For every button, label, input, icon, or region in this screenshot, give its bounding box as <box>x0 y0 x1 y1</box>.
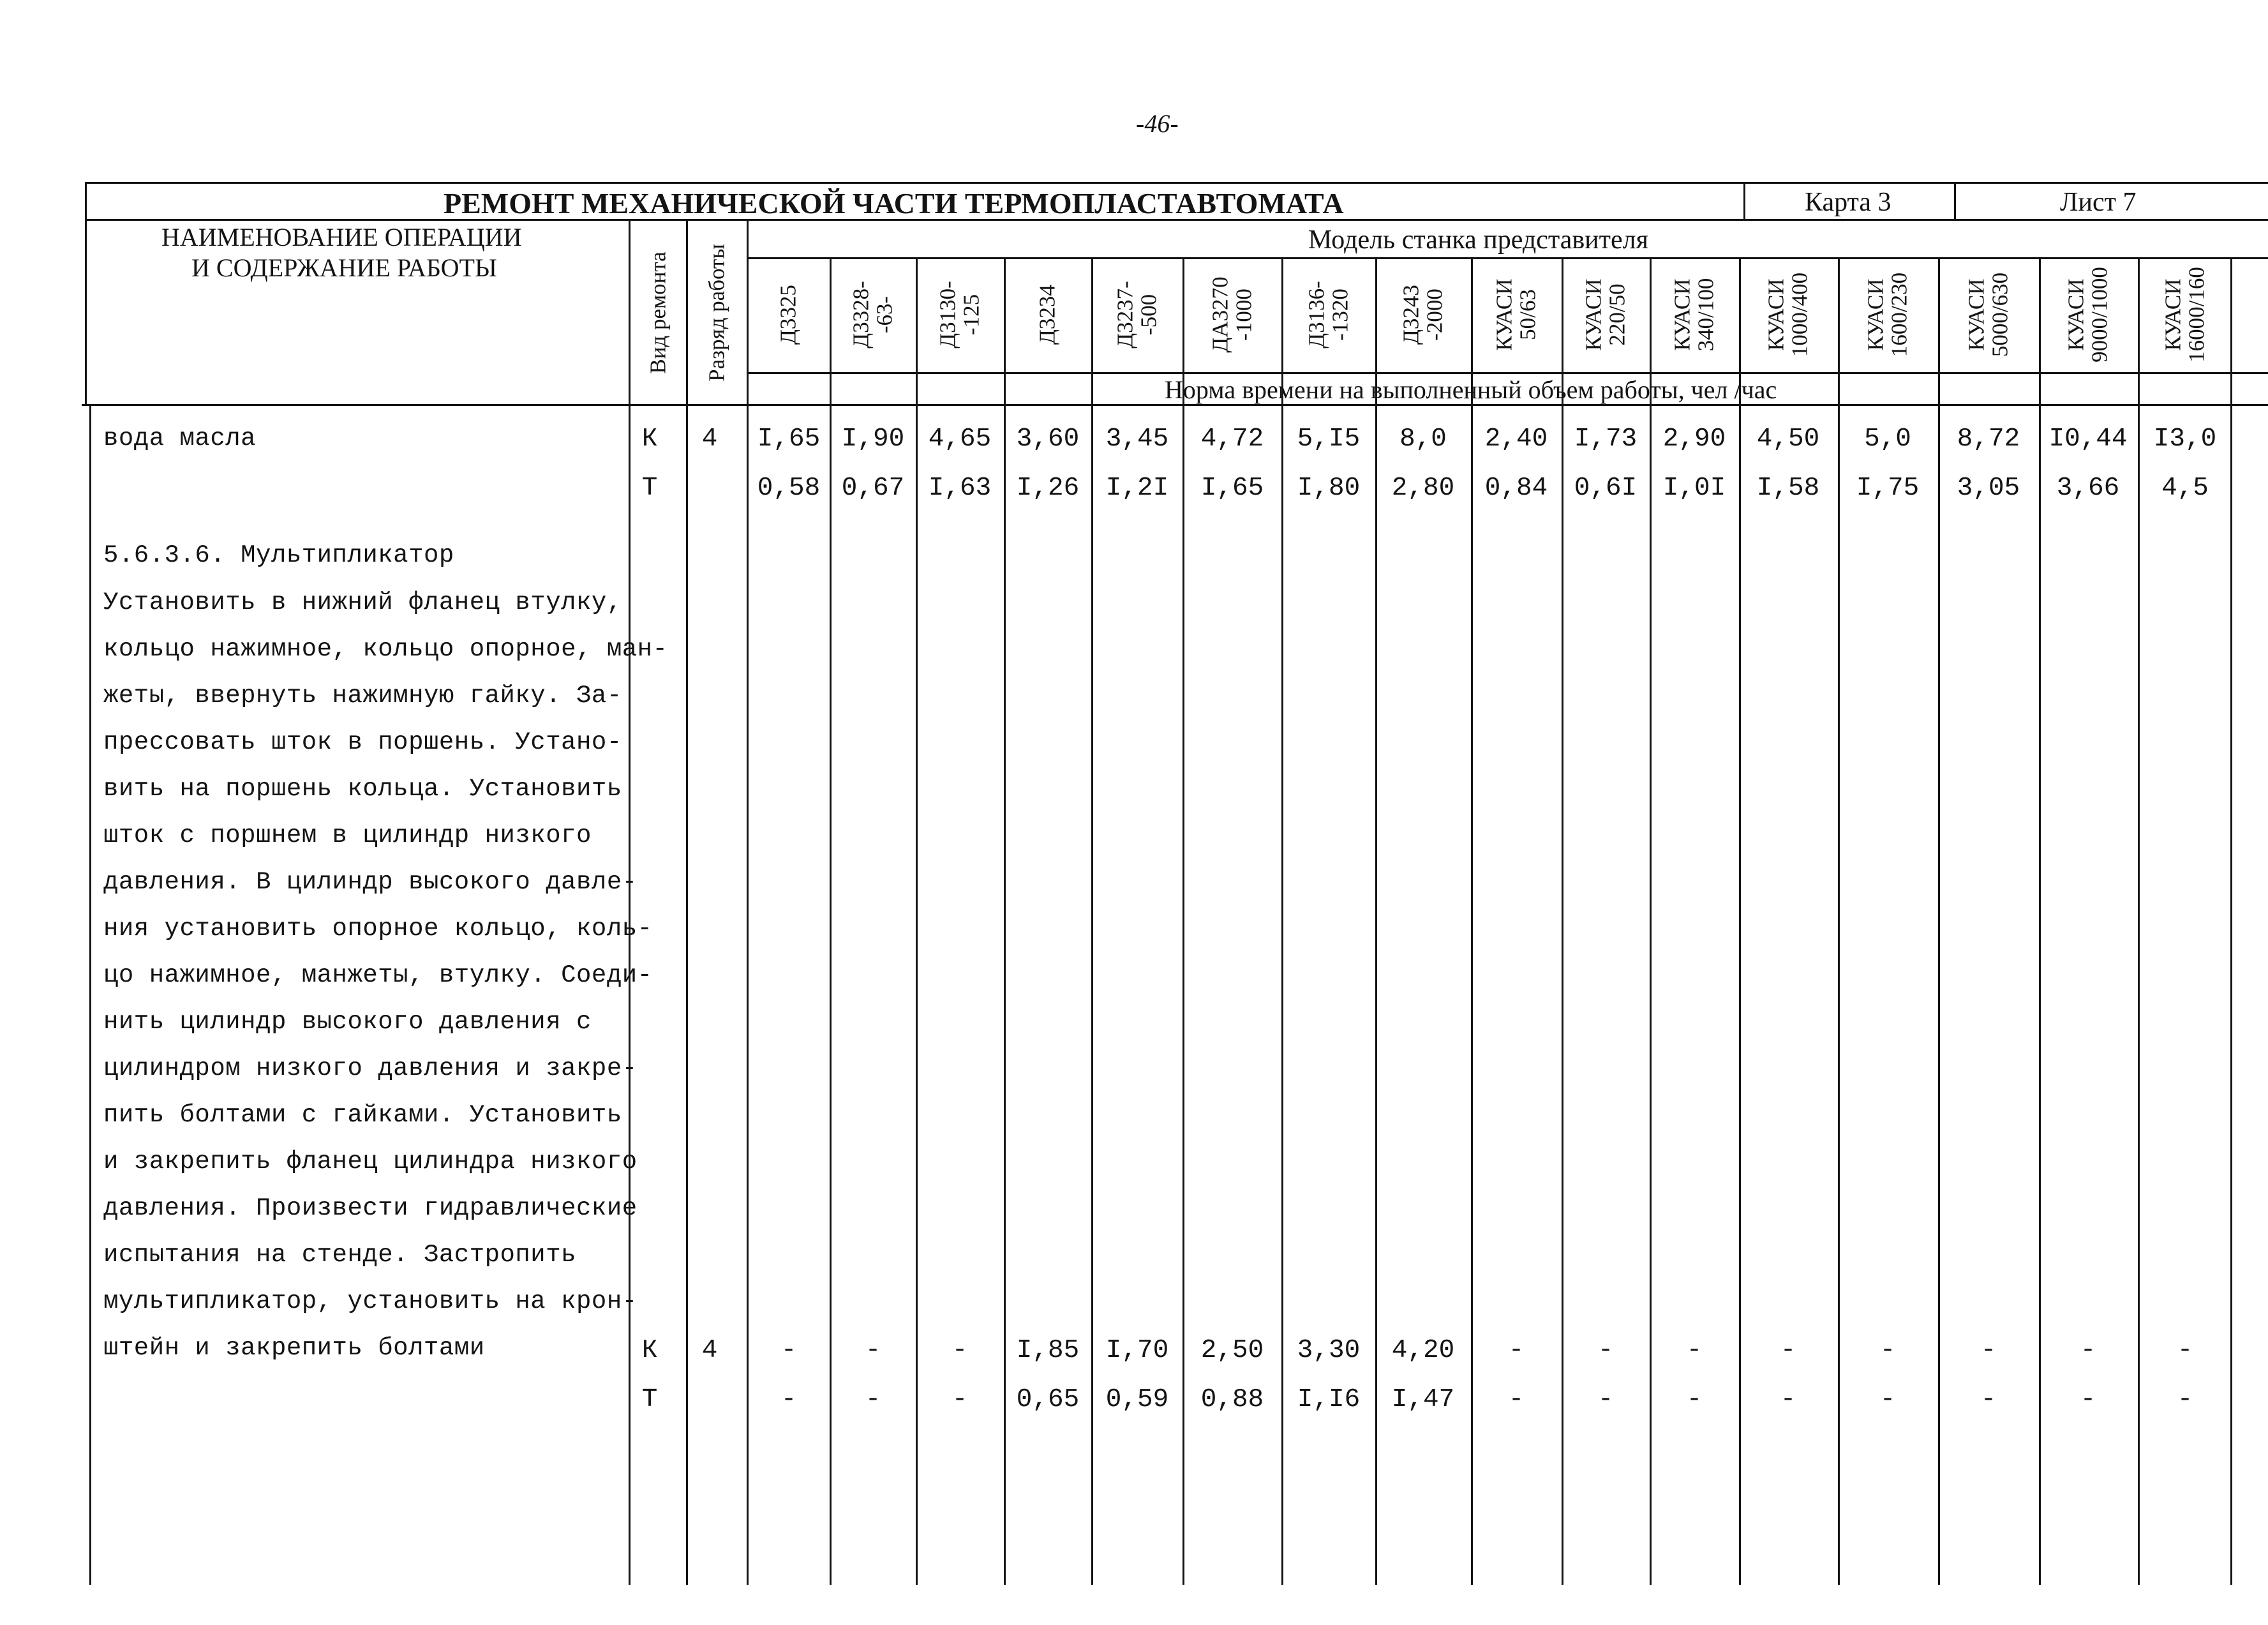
norm-value-cell: - <box>1980 1336 1997 1365</box>
model-header-15: КУАСИ 9000/1000 <box>2063 267 2112 363</box>
norm-value-cell: 3,66 <box>2056 474 2120 503</box>
norm-value-cell: - <box>1980 1385 1997 1414</box>
norm-value-cell: I,I6 <box>1297 1385 1361 1414</box>
norm-value-cell: - <box>1597 1336 1614 1365</box>
body-line: Установить в нижний фланец втулку, <box>103 588 622 617</box>
norm-value-cell: I,47 <box>1391 1385 1455 1414</box>
norm-value-cell: I,85 <box>1016 1336 1080 1365</box>
body-line: цилиндром низкого давления и закре- <box>103 1054 638 1082</box>
norm-value-cell: 5,I5 <box>1297 424 1361 454</box>
grade-cell: 4 <box>701 1336 718 1365</box>
body-line: штейн и закрепить болтами <box>103 1334 485 1362</box>
model-header-9: КУАСИ 50/63 <box>1491 278 1540 351</box>
norm-value-cell: 0,58 <box>757 474 821 503</box>
norm-value-cell: 2,80 <box>1391 474 1455 503</box>
repair-type-cell: Т <box>641 1385 658 1414</box>
model-header-6: ДА3270 -1000 <box>1207 276 1256 353</box>
norm-value-cell: I,2I <box>1105 474 1169 503</box>
norm-value-cell: I,75 <box>1856 474 1920 503</box>
repair-type-cell: К <box>641 424 658 454</box>
repair-type-cell: Т <box>641 474 658 503</box>
body-line: пить болтами с гайками. Установить <box>103 1101 622 1129</box>
model-header-1: Д3325 <box>775 285 801 345</box>
norm-value-cell: 5,0 <box>1864 424 1911 454</box>
model-header-13: КУАСИ 1600/230 <box>1863 272 1911 357</box>
norm-value-cell: 3,60 <box>1016 424 1080 454</box>
sheet-number: Лист 7 <box>2060 188 2137 217</box>
norm-value-cell: I,63 <box>928 474 992 503</box>
body-line: и закрепить фланец цилиндра низкого <box>103 1148 638 1176</box>
body-line: испытания на стенде. Застропить <box>103 1241 577 1269</box>
norm-value-cell: 3,30 <box>1297 1336 1361 1365</box>
norm-value-cell: 4,20 <box>1391 1336 1455 1365</box>
model-header-16: КУАСИ 16000/160 <box>2160 267 2209 363</box>
norm-value-cell: I,58 <box>1756 474 1820 503</box>
norm-value-cell: - <box>1879 1385 1896 1414</box>
norm-value-cell: I,70 <box>1105 1336 1169 1365</box>
model-header-2: Д3328- -63- <box>848 281 897 348</box>
norm-value-cell: 0,67 <box>841 474 905 503</box>
norm-value-cell: - <box>1780 1336 1796 1365</box>
norm-value-cell: I,0I <box>1662 474 1726 503</box>
norm-value-cell: - <box>865 1385 881 1414</box>
body-line: цо нажимное, манжеты, втулку. Соеди- <box>103 961 653 989</box>
repair-type-header: Вид ремонта <box>645 251 671 374</box>
norm-header: Норма времени на выполненный объем работы, чел /час <box>1165 375 1777 404</box>
norm-value-cell: - <box>1686 1336 1703 1365</box>
norm-value-cell: 4,72 <box>1200 424 1264 454</box>
norm-value-cell: - <box>865 1336 881 1365</box>
card-number: Карта 3 <box>1805 188 1891 217</box>
norm-value-cell: 8,0 <box>1399 424 1447 454</box>
norm-value-cell: 2,40 <box>1484 424 1548 454</box>
table-title: РЕМОНТ МЕХАНИЧЕСКОЙ ЧАСТИ ТЕРМОПЛАСТАВТОМАТА <box>444 187 1344 220</box>
norm-value-cell: I,80 <box>1297 474 1361 503</box>
model-header: Модель станка представителя <box>1308 225 1648 255</box>
model-header-7: Д3136- -1320 <box>1304 281 1352 348</box>
norm-value-cell: - <box>1879 1336 1896 1365</box>
norm-value-cell: - <box>780 1336 797 1365</box>
body-line: нить цилиндр высокого давления с <box>103 1008 592 1036</box>
norm-value-cell: I,90 <box>841 424 905 454</box>
norm-value-cell: I,65 <box>757 424 821 454</box>
body-line: шток с поршнем в цилиндр низкого <box>103 821 592 850</box>
model-header-12: КУАСИ 1000/400 <box>1763 272 1812 357</box>
operation-header-line1: НАИМЕНОВАНИЕ ОПЕРАЦИИ <box>161 223 522 251</box>
model-header-4: Д3234 <box>1034 285 1060 345</box>
norm-value-cell: - <box>1508 1336 1525 1365</box>
norm-value-cell: 0,65 <box>1016 1385 1080 1414</box>
norm-value-cell: I,65 <box>1200 474 1264 503</box>
section-title: 5.6.3.6. Мультипликатор <box>103 541 454 569</box>
norm-value-cell: - <box>1686 1385 1703 1414</box>
grade-header: Разряд работы <box>704 244 729 382</box>
body-line: кольцо нажимное, кольцо опорное, ман- <box>103 635 668 663</box>
norm-value-cell: - <box>1780 1385 1796 1414</box>
norm-value-cell: - <box>951 1336 968 1365</box>
norm-value-cell: - <box>2080 1385 2096 1414</box>
norm-value-cell: - <box>2177 1336 2193 1365</box>
norm-value-cell: 0,59 <box>1105 1385 1169 1414</box>
body-line: вить на поршень кольца. Установить <box>103 775 622 803</box>
norm-value-cell: I,26 <box>1016 474 1080 503</box>
operation-header-line2: И СОДЕРЖАНИЕ РАБОТЫ <box>191 253 497 282</box>
norm-value-cell: I3,0 <box>2153 424 2217 454</box>
norm-value-cell: 2,90 <box>1662 424 1726 454</box>
norm-value-cell: 3,05 <box>1957 474 2020 503</box>
grade-cell: 4 <box>701 424 718 454</box>
model-header-8: Д3243 -2000 <box>1398 285 1447 345</box>
repair-type-cell: К <box>641 1336 658 1365</box>
body-line: жеты, ввернуть нажимную гайку. За- <box>103 682 622 710</box>
body-line: ния установить опорное кольцо, коль- <box>103 915 653 943</box>
page-number: -46- <box>1136 109 1179 138</box>
norm-value-cell: - <box>1508 1385 1525 1414</box>
body-line: давления. Произвести гидравлические <box>103 1194 638 1222</box>
model-header-5: Д3237- -500 <box>1112 281 1161 348</box>
norm-value-cell: 4,65 <box>928 424 992 454</box>
norm-value-cell: - <box>2080 1336 2096 1365</box>
model-header-10: КУАСИ 220/50 <box>1581 278 1629 351</box>
norm-value-cell: I,73 <box>1574 424 1638 454</box>
norm-value-cell: - <box>951 1385 968 1414</box>
norm-value-cell: 0,6I <box>1574 474 1638 503</box>
model-header-11: КУАСИ 340/100 <box>1669 278 1718 352</box>
norm-value-cell: 4,5 <box>2161 474 2209 503</box>
norm-value-cell: I0,44 <box>2048 424 2128 454</box>
body-line: мультипликатор, установить на крон- <box>103 1287 638 1315</box>
model-header-14: КУАСИ 5000/630 <box>1964 272 2012 357</box>
norm-value-cell: - <box>1597 1385 1614 1414</box>
norm-value-cell: 0,84 <box>1484 474 1548 503</box>
norm-value-cell: - <box>2177 1385 2193 1414</box>
norm-value-cell: 4,50 <box>1756 424 1820 454</box>
body-line: давления. В цилиндр высокого давле- <box>103 868 638 896</box>
first-operation-text: вода масла <box>103 424 257 453</box>
norm-value-cell: 2,50 <box>1200 1336 1264 1365</box>
norm-value-cell: 3,45 <box>1105 424 1169 454</box>
norm-value-cell: 0,88 <box>1200 1385 1264 1414</box>
norm-value-cell: 8,72 <box>1957 424 2020 454</box>
model-header-3: Д3130- -125 <box>935 281 983 348</box>
body-line: прессовать шток в поршень. Устано- <box>103 728 622 756</box>
norm-value-cell: - <box>780 1385 797 1414</box>
